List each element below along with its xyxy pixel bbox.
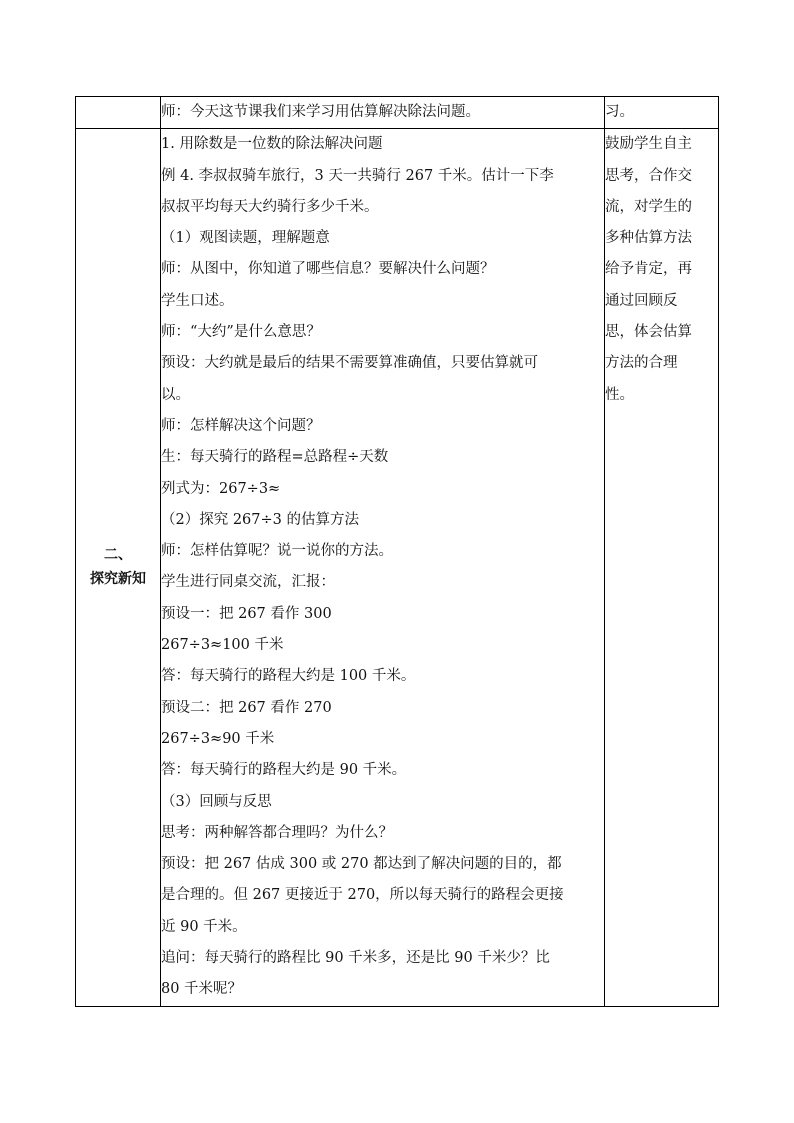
table-row <box>76 97 719 129</box>
text-line: 是合理的。但 267 更接近于 270，所以每天骑行的路程会更接 <box>161 887 564 904</box>
text-line: 以。 <box>161 386 190 403</box>
text-line: （1）观图读题，理解题意 <box>161 230 330 247</box>
text-line: 学生进行同桌交流，汇报： <box>161 574 335 591</box>
text-line: 答：每天骑行的路程大约是 90 千米。 <box>161 762 407 779</box>
design-intent-cell <box>605 97 719 129</box>
teaching-content-cell <box>161 129 605 1006</box>
design-intent-cell <box>605 129 719 1006</box>
text-line: 预设一：把 267 看作 300 <box>161 605 332 622</box>
text-line: 学生口述。 <box>161 292 234 309</box>
text-line: 追问：每天骑行的路程比 90 千米多，还是比 90 千米少？比 <box>161 950 550 967</box>
text-line: 例 4. 李叔叔骑车旅行，3 天一共骑行 267 千米。估计一下李 <box>161 167 554 184</box>
text-line: 267÷3≈100 千米 <box>161 637 284 654</box>
text-line: 师：怎样解决这个问题？ <box>161 417 321 434</box>
lesson-plan-table <box>75 96 719 1007</box>
section-number: 二、 <box>104 547 132 564</box>
table-row <box>76 129 719 1006</box>
text-line: 性。 <box>605 386 634 403</box>
text-line: 预设：把 267 估成 300 或 270 都达到了解决问题的目的，都 <box>161 856 562 873</box>
section-cell-empty <box>76 97 161 129</box>
text-line: 267÷3≈90 千米 <box>161 730 275 747</box>
text-line: 近 90 千米。 <box>161 918 247 935</box>
text-line: （2）探究 267÷3 的估算方法 <box>161 511 359 528</box>
text-line: 习。 <box>605 104 634 120</box>
text-line: 师：“大约”是什么意思？ <box>161 324 321 341</box>
text-line: 思考，合作交 <box>605 167 692 184</box>
text-line: 答：每天骑行的路程大约是 100 千米。 <box>161 668 416 685</box>
text-line: 鼓励学生自主 <box>605 136 692 153</box>
text-line: 多种估算方法 <box>605 230 692 247</box>
text-line: 师：今天这节课我们来学习用估算解决除法问题。 <box>161 104 480 120</box>
text-line: 流，对学生的 <box>605 198 692 215</box>
text-line: 叔叔平均每天大约骑行多少千米。 <box>161 198 379 215</box>
text-line: 师：从图中，你知道了哪些信息？要解决什么问题？ <box>161 261 495 278</box>
text-line: 方法的合理 <box>605 355 678 372</box>
text-line: 1. 用除数是一位数的除法解决问题 <box>161 136 383 153</box>
section-label-cell <box>76 129 161 1006</box>
text-line: 列式为：267÷3≈ <box>161 480 281 497</box>
text-line: 预设：大约就是最后的结果不需要算准确值，只要估算就可 <box>161 355 538 372</box>
text-line: （3）回顾与反思 <box>161 793 272 810</box>
text-line: 给予肯定，再 <box>605 261 692 278</box>
text-line: 预设二：把 267 看作 270 <box>161 699 332 716</box>
teaching-content-cell <box>161 97 605 129</box>
text-line: 思考：两种解答都合理吗？为什么？ <box>161 824 393 841</box>
text-line: 思，体会估算 <box>605 324 692 341</box>
section-title: 探究新知 <box>90 571 146 588</box>
text-line: 师：怎样估算呢？说一说你的方法。 <box>161 543 393 560</box>
text-line: 80 千米呢？ <box>161 981 243 998</box>
text-line: 通过回顾反 <box>605 292 678 309</box>
text-line: 生：每天骑行的路程=总路程÷天数 <box>161 449 389 466</box>
